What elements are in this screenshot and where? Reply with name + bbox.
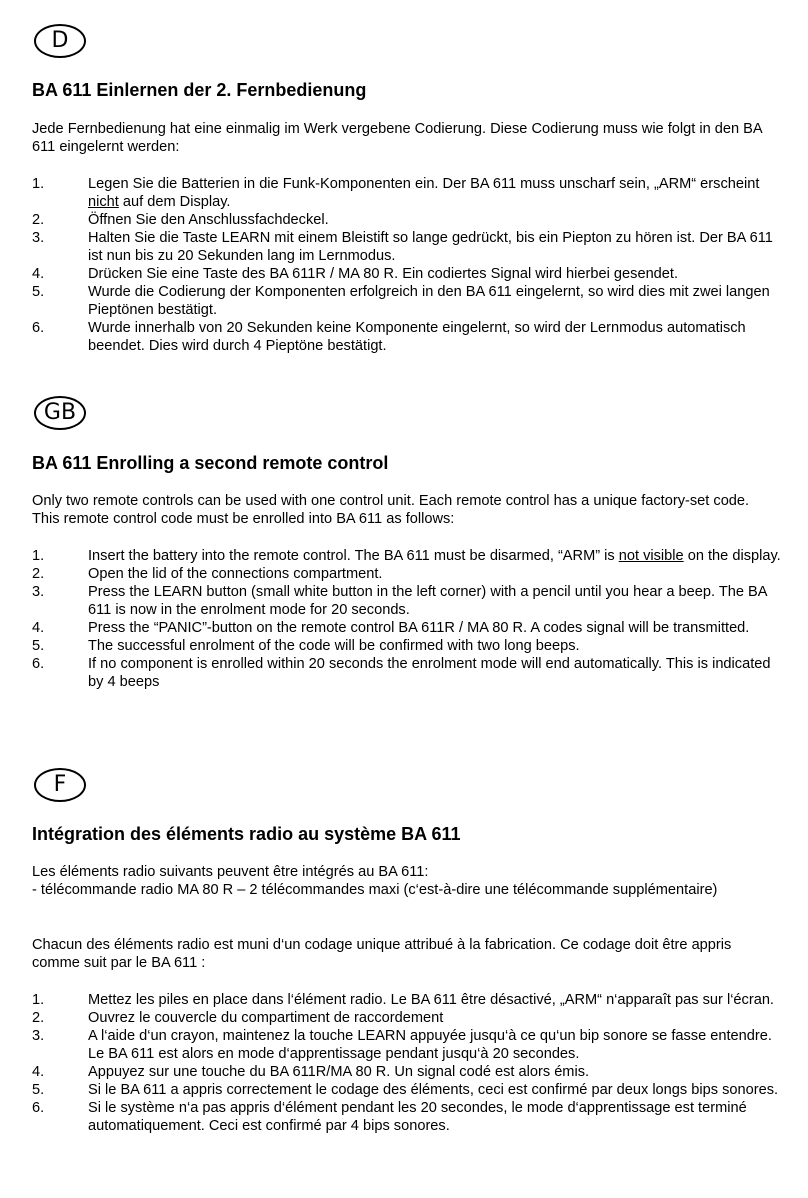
language-badge-fr: F bbox=[34, 768, 86, 802]
intro-paragraph-de: Jede Fernbedienung hat eine einmalig im Werk vergebene Codierung. Diese Codierung muss wie folgt in den BA 611 eingelernt werden: bbox=[32, 121, 762, 155]
underlined-text: nicht bbox=[88, 194, 119, 210]
list-item: 6. Si le système n‘a pas appris d‘élément pendant les 20 secondes, le mode d‘apprentissage est terminé automatiquement. Ceci est confirmé par 4 bips sonores. bbox=[32, 1100, 747, 1134]
list-item: 5. Si le BA 611 a appris correctement le codage des éléments, ceci est confirmé par deux longs bips sonores. bbox=[32, 1082, 779, 1098]
list-item: 3. Press the LEARN button (small white button in the left corner) with a pencil until you hear a beep. The BA 611 is now in the enrolment mode for 20 seconds. bbox=[32, 584, 767, 618]
list-item: 6. Wurde innerhalb von 20 Sekunden keine Komponente eingelernt, so wird der Lernmodus automatisch beendet. Dies wird durch 4 Pieptöne bestätigt. bbox=[32, 320, 746, 354]
list-item: 3. A l‘aide d‘un crayon, maintenez la touche LEARN appuyée jusqu‘à ce qu‘un bip sonore se fasse entendre. Le BA 611 est alors en mode d‘apprentissage pendant jusqu‘à 20 secondes. bbox=[32, 1028, 772, 1062]
list-item: 3. Halten Sie die Taste LEARN mit einem Bleistift so lange gedrückt, bis ein Piepton zu hören ist. Der BA 611 ist nun bis zu 20 Sekunden lang im Lernmodus. bbox=[32, 230, 773, 264]
steps-list-gb bbox=[32, 547, 784, 691]
list-item: 5. The successful enrolment of the code will be confirmed with two long beeps. bbox=[32, 638, 580, 654]
underlined-text: not visible bbox=[618, 548, 684, 564]
steps-list-de bbox=[32, 175, 784, 355]
list-item: 5. Wurde die Codierung der Komponenten erfolgreich in den BA 611 eingelernt, so wird dies mit zwei langen Pieptönen bestätigt. bbox=[32, 284, 770, 318]
intro-paragraph-fr: Chacun des éléments radio est muni d‘un codage unique attribué à la fabrication. Ce codage doit être appris comme suit par le BA 611 : bbox=[32, 937, 732, 971]
steps-list-fr bbox=[32, 991, 784, 1135]
list-item: 2. Ouvrez le couvercle du compartiment de raccordement bbox=[32, 1010, 444, 1026]
list-item: 1. Insert the battery into the remote control. The BA 611 must be disarmed, “ARM” is not visible on the display. bbox=[32, 548, 781, 564]
list-item: 4. Appuyez sur une touche du BA 611R/MA 80 R. Un signal codé est alors émis. bbox=[32, 1064, 590, 1080]
list-item: 1. Legen Sie die Batterien in die Funk-Komponenten ein. Der BA 611 muss unscharf sein, „ARM“ erscheint nicht auf dem Display. bbox=[32, 176, 760, 210]
list-item: 1. Mettez les piles en place dans l‘élément radio. Le BA 611 être désactivé, „ARM“ n‘apparaît pas sur l‘écran. bbox=[32, 992, 774, 1008]
section-title-fr: Intégration des éléments radio au système BA 611 bbox=[32, 824, 461, 844]
list-item: 2. Open the lid of the connections compartment. bbox=[32, 566, 383, 582]
intro-paragraph-gb: Only two remote controls can be used with one control unit. Each remote control has a unique factory-set code. This remote control code must be enrolled into BA 611 as follows: bbox=[32, 493, 750, 527]
intro-line-fr: Les éléments radio suivants peuvent être intégrés au BA 611: bbox=[32, 864, 429, 880]
list-item: 4. Drücken Sie eine Taste des BA 611R / MA 80 R. Ein codiertes Signal wird hierbei gesendet. bbox=[32, 266, 679, 282]
language-badge-de: D bbox=[34, 24, 86, 58]
section-title-gb: BA 611 Enrolling a second remote control bbox=[32, 453, 389, 473]
intro-bullet-fr: - télécommande radio MA 80 R – 2 télécommandes maxi (c‘est-à-dire une télécommande supplémentaire) bbox=[32, 882, 718, 898]
language-badge-gb: GB bbox=[34, 396, 86, 430]
list-item: 6. If no component is enrolled within 20 seconds the enrolment mode will end automatically. This is indicated by 4 beeps bbox=[32, 656, 771, 690]
list-item: 2. Öffnen Sie den Anschlussfachdeckel. bbox=[32, 212, 329, 228]
list-item: 4. Press the “PANIC”-button on the remote control BA 611R / MA 80 R. A codes signal will be transmitted. bbox=[32, 620, 750, 636]
section-title-de: BA 611 Einlernen der 2. Fernbedienung bbox=[32, 80, 367, 100]
